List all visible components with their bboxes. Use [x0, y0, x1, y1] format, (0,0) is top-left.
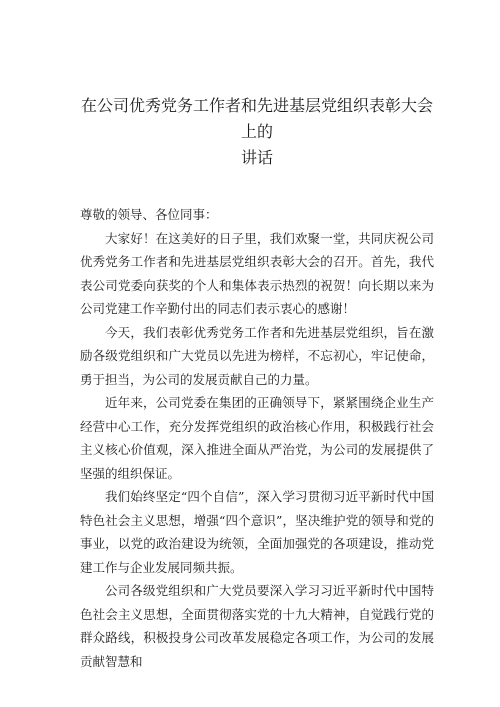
title-line-2: 讲话: [240, 148, 273, 167]
salutation: 尊敬的领导、各位同事：: [80, 207, 218, 222]
paragraph-1: 大家好！在这美好的日子里，我们欢聚一堂，共同庆祝公司优秀党务工作者和先进基层党组织表彰大会的召开。首先，我代表公司党委向获奖的个人和集体表示热烈的祝贺！向长期以来为公司党建工作辛勤付出的同志们表示衷心的感谢！: [80, 230, 434, 316]
document-title: [80, 0, 434, 171]
paragraph-4: 我们始终坚定“四个自信”，深入学习贯彻习近平新时代中国特色社会主义思想，增强“四个意识”，坚决维护党的领导和党的事业，以党的政治建设为统领，全面加强党的各项建设，推动党建工作与企业发展同频共振。: [80, 489, 434, 575]
paragraph-2: 今天，我们表彰优秀党务工作者和先进基层党组织，旨在激励各级党组织和广大党员以先进为榜样，不忘初心，牢记使命，勇于担当，为公司的发展贡献自己的力量。: [80, 324, 434, 387]
paragraph-3: 近年来，公司党委在集团的正确领导下，紧紧围绕企业生产经营中心工作，充分发挥党组织的政治核心作用，积极践行社会主义核心价值观，深入推进全面从严治党，为公司的发展提供了坚强的组织保证。: [80, 395, 434, 481]
paragraph-5: 公司各级党组织和广大党员要深入学习习近平新时代中国特色社会主义思想，全面贯彻落实党的十九大精神，自觉践行党的群众路线，积极投身公司改革发展稳定各项工作，为公司的发展贡献智慧和: [80, 583, 434, 669]
title-line-1: 在公司优秀党务工作者和先进基层党组织表彰大会上的: [80, 96, 433, 141]
